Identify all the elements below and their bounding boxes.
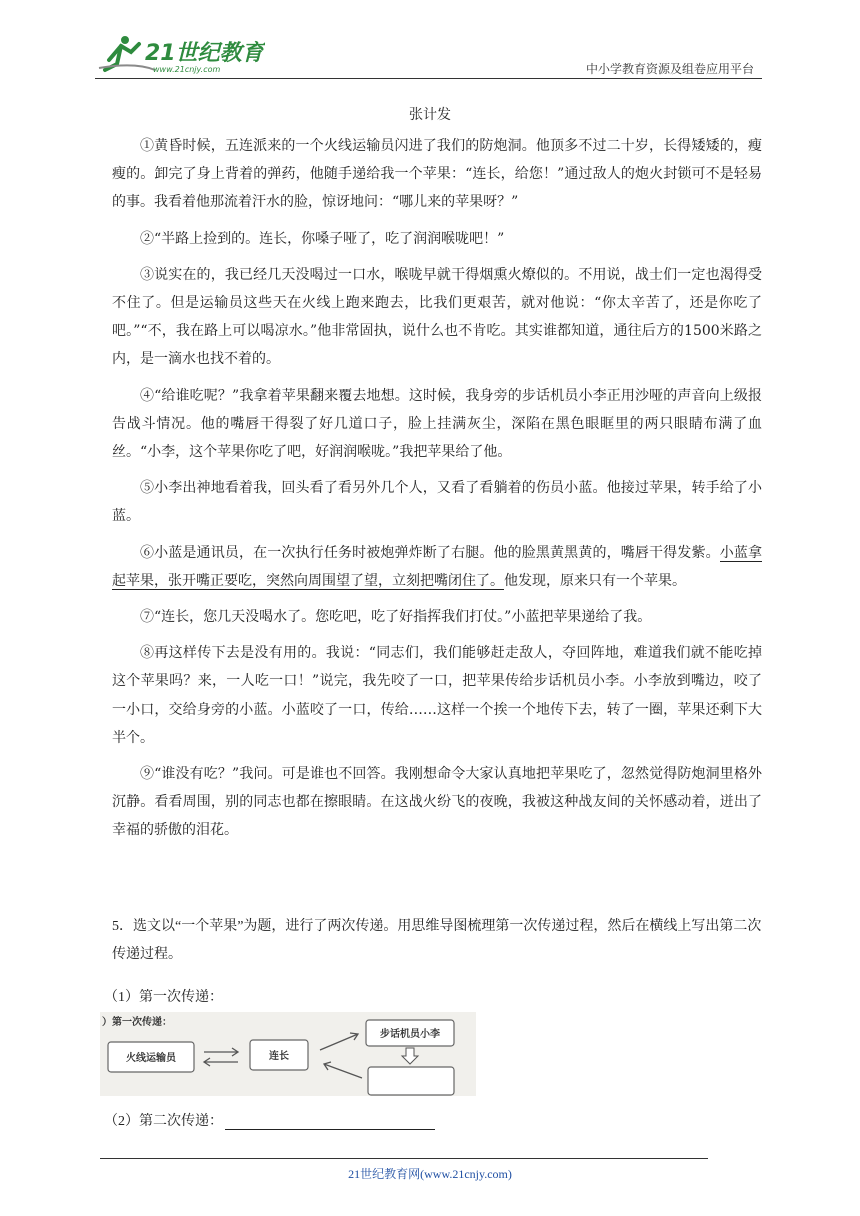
paragraph-7-text: ⑦“连长，您几天没喝水了。您吃吧，吃了好指挥我们打仗。”小蓝把苹果递给了我。 — [140, 609, 652, 626]
site-logo — [95, 34, 265, 74]
paragraph-2-text: ②“半路上捡到的。连长，你嗓子哑了，吃了润润喉咙吧！” — [140, 230, 505, 247]
arrow-down-left-icon — [324, 1062, 362, 1078]
header-divider — [95, 78, 762, 79]
paragraph-6-text-a: ⑥小蓝是通讯员，在一次执行任务时被炮弹炸断了右腿。他的脸黑黄黑黄的，嘴唇干得发紫。 — [140, 544, 720, 561]
paragraph-4 — [112, 382, 762, 467]
arrow-left-icon — [204, 1058, 238, 1066]
paragraph-8 — [112, 639, 762, 752]
question-5-part-2-label: （2）第二次传递： — [104, 1114, 223, 1129]
question-5-part-1: （1）第一次传递： — [104, 990, 223, 1005]
logo-text: 21世纪教育 — [145, 41, 264, 66]
diagram-box-blank[interactable] — [368, 1067, 454, 1095]
answer-blank[interactable] — [225, 1115, 435, 1130]
paragraph-8-text: ⑧再这样传下去是没有用的。我说：“同志们，我们能够赶走敌人，夺回阵地，难道我们就不能吃掉这个苹果吗？来，一人吃一口！”说完，我先咬了一口，把苹果传给步话机员小李。小李放到嘴边，咬了一小口，交给身旁的小蓝。小蓝咬了一口，传给……这样一个挨一个地传下去，转了一圈，苹果还剩下大半个。 — [112, 645, 762, 746]
arrow-up-right-icon — [320, 1033, 358, 1050]
runner-logo-icon — [95, 34, 265, 74]
platform-name: 中小学教育资源及组卷应用平台 — [585, 62, 754, 76]
paragraph-7 — [112, 603, 762, 631]
diagram-title: ）第一次传递： — [102, 1017, 172, 1028]
paragraph-5-text: ⑤小李出神地看着我，回头看了看另外几个人，又看了看躺着的伤员小蓝。他接过苹果，转手给了小蓝。 — [112, 480, 762, 525]
question-5: 5．选文以“一个苹果”为题，进行了两次传递。用思维导图梳理第一次传递过程，然后在横线上写出第二次传递过程。 — [112, 919, 762, 962]
paragraph-1-text: ①黄昏时候，五连派来的一个火线运输员闪进了我们的防炮洞。他顶多不过二十岁，长得矮矮的，瘦瘦的。卸完了身上背着的弹药，他随手递给我一个苹果：“连长，给您！”通过敌人的炮火封锁可不是轻易的事。我看着他那流着汗水的脸，惊讶地问：“哪儿来的苹果呀？” — [112, 138, 762, 211]
article-body — [112, 132, 762, 853]
diagram-box-commander-label: 连长 — [269, 1051, 289, 1062]
paragraph-5 — [112, 474, 762, 530]
logo-url: www.21cnjy.com — [153, 65, 221, 74]
paragraph-6-text-b: 他发现，原来只有一个苹果。 — [504, 572, 686, 589]
diagram-box-radioman-label: 步话机员小李 — [380, 1029, 440, 1040]
paragraph-9 — [112, 760, 762, 845]
paragraph-3 — [112, 261, 762, 374]
paragraph-6 — [112, 539, 762, 595]
paragraph-2 — [112, 225, 762, 253]
question-5-part-2 — [104, 1110, 435, 1130]
mind-map-diagram — [100, 1012, 476, 1096]
paragraph-9-text: ⑨“谁没有吃？”我问。可是谁也不回答。我刚想命令大家认真地把苹果吃了，忽然觉得防炮洞里格外沉静。看看周围，别的同志也都在擦眼睛。在这战火纷飞的夜晚，我被这种战友间的关怀感动着，迸出了幸福的骄傲的泪花。 — [112, 766, 762, 839]
arrow-right-icon — [204, 1048, 238, 1056]
arrow-down-icon — [402, 1048, 418, 1064]
page-footer: 21世纪教育网(www.21cnjy.com) — [348, 1167, 512, 1181]
article-author: 张计发 — [409, 107, 451, 123]
paragraph-4-text: ④“给谁吃呢？”我拿着苹果翻来覆去地想。这时候，我身旁的步话机员小李正用沙哑的声音向上级报告战斗情况。他的嘴唇干得裂了好几道口子，脸上挂满灰尘，深陷在黑色眼眶里的两只眼睛布满了血丝。“小李，这个苹果你吃了吧，好润润喉咙。”我把苹果给了他。 — [112, 387, 762, 461]
diagram-box-transporter-label: 火线运输员 — [126, 1053, 176, 1064]
paragraph-3-text: ③说实在的，我已经几天没喝过一口水，喉咙早就干得烟熏火燎似的。不用说，战士们一定也渴得受不住了。但是运输员这些天在火线上跑来跑去，比我们更艰苦，就对他说：“你太辛苦了，还是你吃了吧。”“不，我在路上可以喝凉水。”他非常固执，说什么也不肯吃。其实谁都知道，通往后方的1500米路之内，是一滴水也找不着的。 — [112, 266, 762, 368]
paragraph-1 — [112, 132, 762, 217]
page-header — [95, 30, 762, 80]
footer-divider — [100, 1158, 708, 1159]
paragraph-6-underlined: 小蓝拿起苹果，张开嘴正要吃，突然向周围望了望，立刻把嘴闭住了。 — [112, 544, 762, 589]
